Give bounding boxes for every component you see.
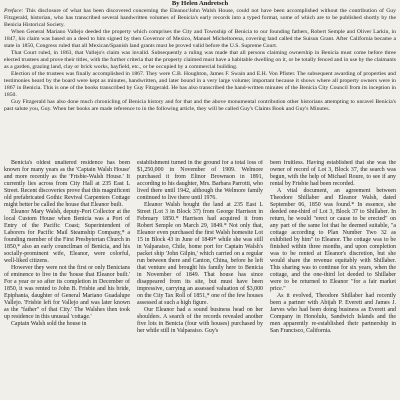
article-paragraph: Captain Walsh sold the house in	[11, 321, 87, 327]
byline: By Helen Andretsch	[171, 0, 229, 7]
preface-paragraph: Guy Fitzgerald has also done much chronicling of Benicia history and for that and the above monumental contribution other historians attempting to unravel Benicia's past salute you, Guy. When her books are made reference to in the following article, they will be called Guy's Claims Book and Guy's Minutes.	[4, 99, 396, 112]
preface-paragraph: That Court ruled, in 1863, that Vallejo's claim was invalid. Subsequently a ruling was made that all persons claiming ownership in Benicia must come before three elected trustees and prove their titles, with the further criteria that the property claimed must have a habitable dwelling on it, or be totally fenced and in use by the claimants as a garden, grazing land, clay or brick works, hayfield, etc., or be occupied by a commercial building.	[4, 50, 396, 70]
article-paragraph: However they were not the first or only Benicians of eminence to live in the 'house that Eleanor built.' For a year or so after its completion in December of 1850, it was rented to John B. Frisbie and his bride, Epiphania, daughter of General Mariano Guadalupe Vallejo. 'Frisbie left for Vallejo and was later known as the "father" of that City.' The Walshes then took up residence in this unusual 'cottage.'	[4, 265, 130, 320]
article-paragraph: Eleanor Mary Walsh, deputy-Port Collector at the local Custom House when Benicia was a Port of Entry of the Pacific Coast; Superintendent of Laborers for Pacific Mail Steamship Company,* a founding member of the First Presbyterian Church in 1850,* also an early councilman of Benicia, and his socially-prominent wife, Eleanor, were colorful, well-liked citizens.	[4, 209, 130, 264]
preface-paragraph	[4, 8, 396, 29]
article-column-1	[4, 160, 130, 400]
article-paragraph: been fruitless. Having established that she was the owner of record of Lot 3, Block 37, the search was begun, with the help of Michael Roure, to see if any rental by Frisbie had been recorded.	[270, 160, 396, 187]
preface	[4, 8, 396, 113]
preface-body: This disclosure of what has been discovered concerning the Eleanor/John Walsh House, could not have been accomplished without the contribution of Guy Fitzgerald, historian, who has transcribed several handwritten volumes of Benicia's early records into a typed format, some of which are to be published shortly by the Benicia Historical Society.	[4, 8, 396, 28]
preface-lead: Preface:	[4, 8, 24, 14]
article-paragraph: A vital document, an agreement between Theodore Shillaber and Eleanor Walsh, dated September 06, 1850 was found.* In essence, she deeded one-third of Lot 3, Block 37 to Shillaber. In return, he would "erect or cause to be erected" on any part of the same lot that he deemed suitable, "a cottage according to Plan Number Two 32 as exhibited by him" to Eleanor. The cottage was to be finished within three months, and upon completion was to be rented at Eleanor's discretion, but she would share the revenue equitably with Shillaber. This sharing was to continue for six years, when the cottage, and the one-third lot deeded to Shillaber were to be returned to Eleanor "for a fair market price."	[270, 188, 396, 292]
preface-paragraph: When General Mariano Vallejo deeded the property which comprises the City and Township of Benicia to our founding fathers, Robert Semple and Oliver Larkin, in 1847, his claim was based on a deed to him signed by then Governor of Mexico, Manuel Micheltorena, covering land called the Suisun Grant. After California became a state in 1850, Congress ruled that all Mexican/Spanish land grants must be proved valid before the U.S. Supreme Court.	[4, 29, 396, 49]
article-column-2	[137, 160, 263, 400]
article-paragraph: Our Eleanor had a sound business head on her shoulders. A search of the records revealed another five lots in Benicia (four with houses) purchased by her while still in Valparaiso. Guy's	[137, 307, 263, 334]
article-paragraph: establishment turned in the ground for a total loss of $1,250,000 in November of 1909. Welmore purchased it from Elinor Brownson in 1891, according to his daughter, Mrs. Barbara Parrotti, who lived there until 1942, although the Welmore family continued to live there until 1976.	[137, 160, 263, 201]
article-paragraph: Eleanor Walsh bought the land at 235 East L Street (Lot 3 in Block 37) from George Harrison in February 1850.* Harrison had acquired it from Robert Semple on March 29, 1849.* Not only that, Eleanor even purchased the first Walsh homesite Lot 15 in Block 43 in June of 1849* while she was still in Valparaiso, Chile, home port for Captain Walsh's packet ship 'John Gilpin,' which carried on a regular run between there and Canton, China, before he left that venture and brought his family here to Benicia in November of 1849. That house has since disappeared from its site, but must have been impressive, carrying an assessed valuation of $3,000 on the City Tax Roll of 1851,* one of the few houses assessed at such a high figure.	[137, 202, 263, 306]
article-paragraph: Benicia's oldest unaltered residence has been known for many years as the 'Captain Walsh House' and more recently as the 'Frisbie-Walsh House.' It currently lies across from City Hall at 235 East L Street. Recent discoveries prove that this magnificent old prefabricated Gothic Revival Carpenters Cottage might better be called the house that Eleanor built.	[4, 160, 130, 208]
article-paragraph: As it evolved, Theodore Shillaber had recently been a partner with Abijah P. Everett and James J. Jarves who had been doing business as Everett and Company in Honolulu, Sandwich Islands and the men apparently re-established their partnership in San Francisco, California.	[270, 293, 396, 334]
article-column-3	[270, 160, 396, 400]
preface-paragraph: Election of the trustees was finally accomplished in 1867. They were C.B. Houghton, James F. Swain and E.H. Von Pfister. The subsequent awarding of properties and testimonies heard by the board were kept as minutes, handwritten, and later bound in a very large volume; important because it shows where all property owners were in 1867 in Benicia. This is one of the books transcribed by Guy Fitzgerald. He has also transcribed the hand-written minutes of the Benicia City Council from its inception in 1850.	[4, 71, 396, 98]
